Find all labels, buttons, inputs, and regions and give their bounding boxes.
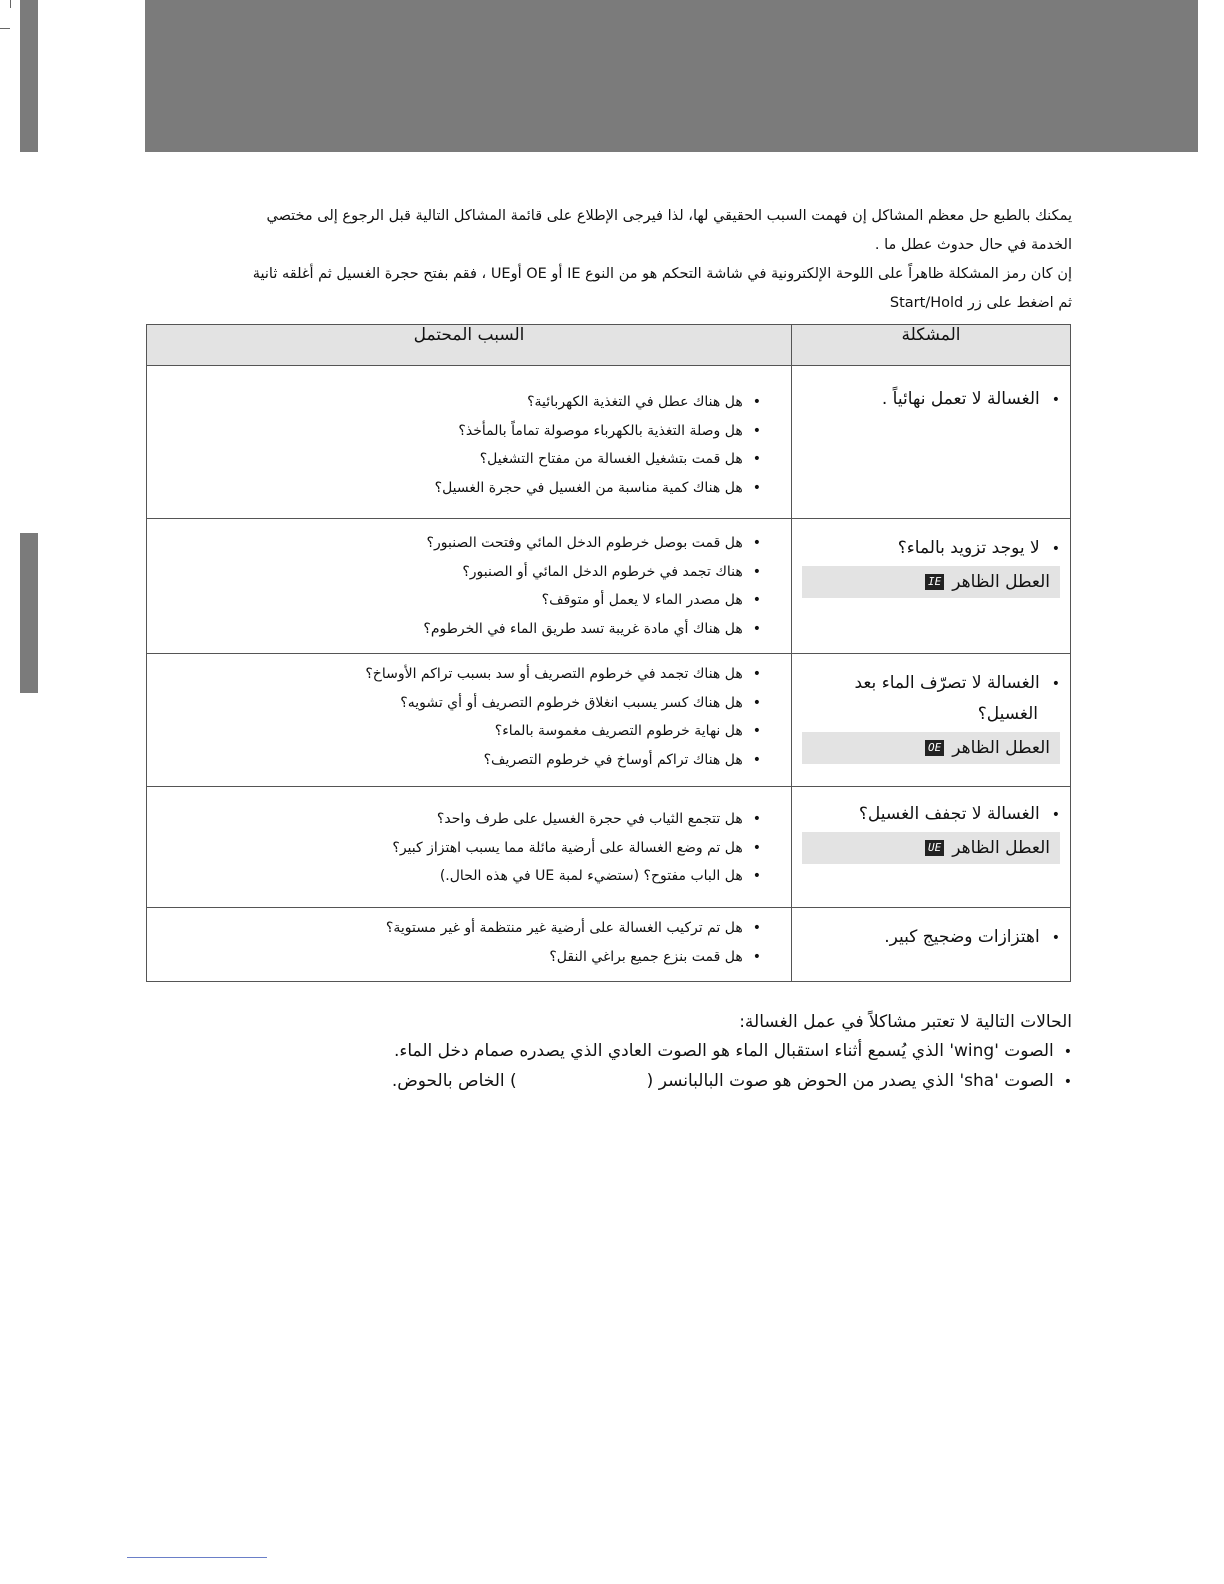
cause-item: • هل تم وضع الغسالة على أرضية مائلة مما يسبب اهتزاز كبير؟ xyxy=(157,834,761,863)
cause-item: • هل هناك أي مادة غريبة تسد طريق الماء في الخرطوم؟ xyxy=(157,615,761,644)
crop-mark xyxy=(0,28,10,29)
intro-paragraph xyxy=(150,202,1072,318)
problem-text-continued: الغسيل؟ xyxy=(977,704,1038,724)
cause-item: • هل تم تركيب الغسالة على أرضية غير منتظمة أو غير مستوية؟ xyxy=(157,914,761,943)
error-label: العطل الظاهر xyxy=(952,838,1050,858)
error-display-bar xyxy=(802,566,1060,598)
error-display-bar xyxy=(802,732,1060,764)
note-item: • الصوت 'wing' الذي يُسمع أثناء استقبال الماء هو الصوت العادي الذي يصدره صمام دخل الماء. xyxy=(150,1037,1072,1067)
problem-text: • اهتزازات وضجيج كبير. xyxy=(802,922,1060,953)
normal-conditions-notes xyxy=(150,1008,1072,1097)
cause-item: • هل تتجمع الثياب في حجرة الغسيل على طرف واحد؟ xyxy=(157,805,761,834)
intro-line-2: الخدمة في حال حدوث عطل ما . xyxy=(874,237,1072,253)
table-row xyxy=(147,654,1071,787)
error-label: العطل الظاهر xyxy=(952,738,1050,758)
problem-cell xyxy=(792,654,1071,787)
error-code-icon: IE xyxy=(925,574,944,590)
header-problem: المشكلة xyxy=(792,325,1071,366)
problem-cell xyxy=(792,787,1071,908)
problem-cell xyxy=(792,366,1071,519)
problem-cell xyxy=(792,519,1071,654)
table-header-row xyxy=(147,325,1071,366)
table-row xyxy=(147,787,1071,908)
problem-text: • الغسالة لا تصرّف الماء بعد xyxy=(802,668,1060,699)
problem-text: • لا يوجد تزويد بالماء؟ xyxy=(802,533,1060,564)
side-tab-top xyxy=(20,0,38,152)
cause-cell xyxy=(147,908,792,982)
cause-item: • هل هناك عطل في التغذية الكهربائية؟ xyxy=(157,388,761,417)
cause-item: • هل قمت بنزع جميع براغي النقل؟ xyxy=(157,943,761,972)
cause-item: • هل الباب مفتوح؟ (ستضيء لمبة UE في هذه الحال.) xyxy=(157,862,761,891)
cause-item: • هل قمت بتشغيل الغسالة من مفتاح التشغيل؟ xyxy=(157,445,761,474)
table-row xyxy=(147,366,1071,519)
crop-mark-vertical xyxy=(10,0,11,8)
error-code-icon: OE xyxy=(925,740,944,756)
note-text-a: الصوت 'sha' الذي يصدر من الحوض هو صوت البالبانسر ( xyxy=(646,1071,1054,1091)
cause-item: • هل مصدر الماء لا يعمل أو متوقف؟ xyxy=(157,586,761,615)
header-band xyxy=(145,0,1198,152)
note-text-b: ) الخاص بالحوض. xyxy=(391,1071,517,1091)
cause-item: • هناك تجمد في خرطوم الدخل المائي أو الصنبور؟ xyxy=(157,558,761,587)
note-item xyxy=(150,1067,1072,1097)
notes-heading: الحالات التالية لا تعتبر مشاكلاً في عمل الغسالة: xyxy=(739,1012,1072,1032)
cause-item: • هل هناك كسر يسبب انغلاق خرطوم التصريف أو أي تشويه؟ xyxy=(157,689,761,718)
intro-line-1: يمكنك بالطبع حل معظم المشاكل إن فهمت السبب الحقيقي لها، لذا فيرجى الإطلاع على قائمة المشاكل التالية قبل الرجوع إلى مختصي xyxy=(266,208,1072,224)
cause-cell xyxy=(147,366,792,519)
header-cause: السبب المحتمل xyxy=(147,325,792,366)
cause-item: • هل نهاية خرطوم التصريف مغموسة بالماء؟ xyxy=(157,717,761,746)
intro-line-4: ثم اضغط على زر Start/Hold xyxy=(889,295,1072,311)
table-row xyxy=(147,908,1071,982)
side-tab-section xyxy=(20,533,38,693)
footer-rule xyxy=(127,1557,267,1558)
cause-item: • هل وصلة التغذية بالكهرباء موصولة تماماً بالمأخذ؟ xyxy=(157,417,761,446)
problem-cell xyxy=(792,908,1071,982)
error-label: العطل الظاهر xyxy=(952,572,1050,592)
cause-cell xyxy=(147,787,792,908)
troubleshooting-table xyxy=(146,324,1071,982)
problem-text: • الغسالة لا تجفف الغسيل؟ xyxy=(802,799,1060,830)
error-display-bar xyxy=(802,832,1060,864)
intro-line-3: إن كان رمز المشكلة ظاهراً على اللوحة الإلكترونية في شاشة التحكم هو من النوع IE أو OE أوUE ، فقم بفتح حجرة الغسيل ثم أغلقه ثانية xyxy=(252,266,1072,282)
cause-item: • هل هناك تراكم أوساخ في خرطوم التصريف؟ xyxy=(157,746,761,775)
cause-cell xyxy=(147,654,792,787)
error-code-icon: UE xyxy=(925,840,944,856)
cause-cell xyxy=(147,519,792,654)
problem-text: • الغسالة لا تعمل نهائياً . xyxy=(802,384,1060,415)
cause-item: • هل قمت بوصل خرطوم الدخل المائي وفتحت الصنبور؟ xyxy=(157,529,761,558)
table-row xyxy=(147,519,1071,654)
cause-item: • هل هناك كمية مناسبة من الغسيل في حجرة الغسيل؟ xyxy=(157,474,761,503)
cause-item: • هل هناك تجمد في خرطوم التصريف أو سد بسبب تراكم الأوساخ؟ xyxy=(157,660,761,689)
